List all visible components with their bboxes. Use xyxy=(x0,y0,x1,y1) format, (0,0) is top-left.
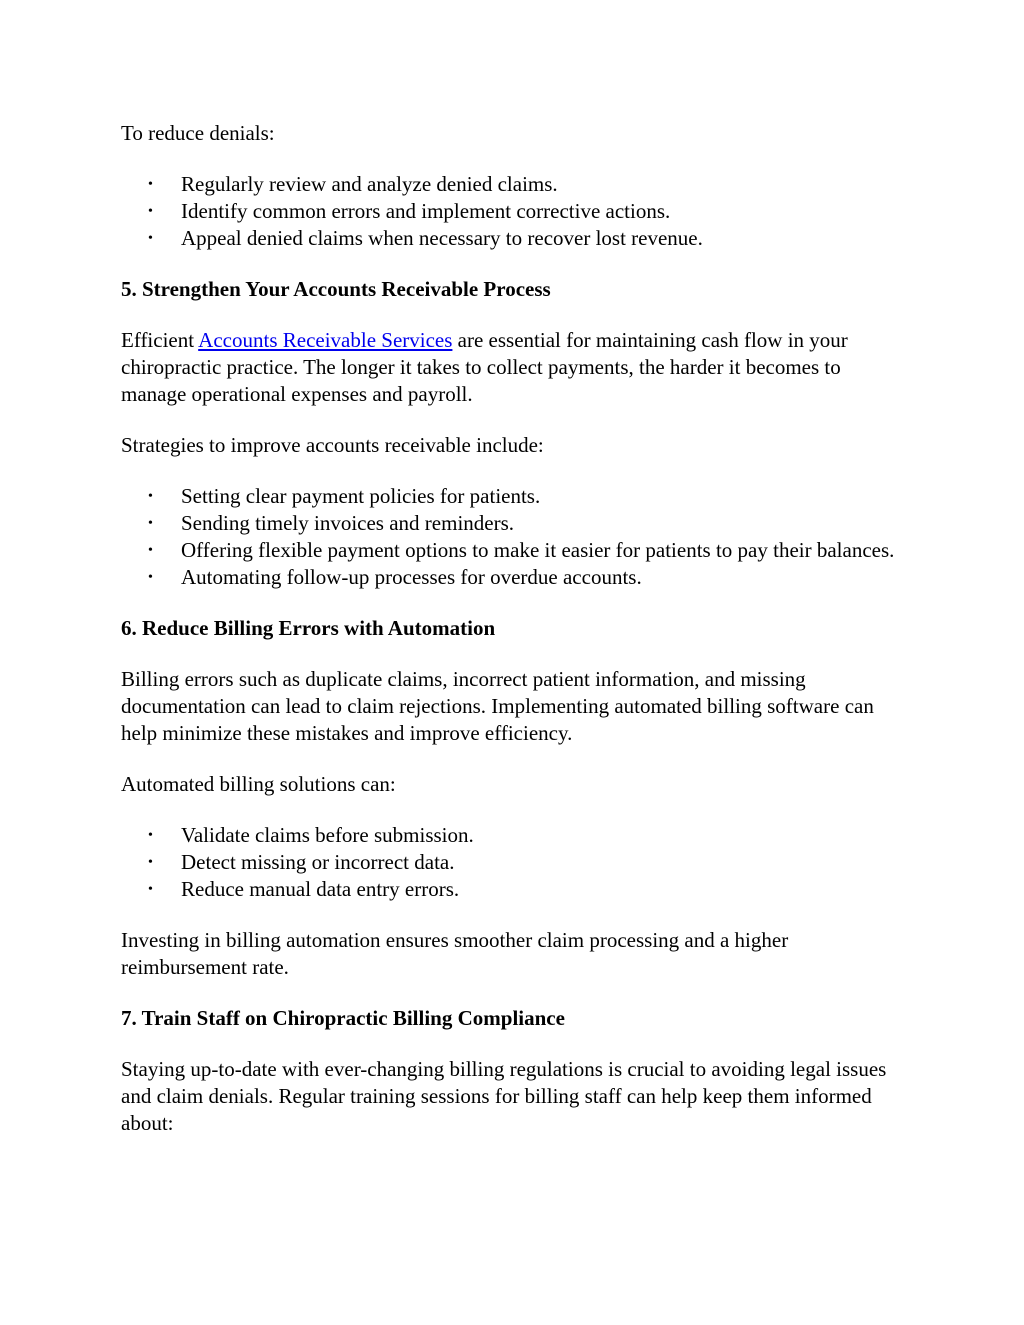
list-item xyxy=(148,510,901,537)
bullet-icon: • xyxy=(148,855,153,870)
list-item-text: Regularly review and analyze denied claims. xyxy=(181,172,558,196)
list-item xyxy=(148,225,901,252)
list-item xyxy=(148,849,901,876)
section-6-paragraph: Billing errors such as duplicate claims, incorrect patient information, and missing documentation can lead to claim rejections. Implementing automated billing software can help minimize these mistakes and improve efficiency. xyxy=(121,667,874,745)
strategies-list xyxy=(121,483,901,591)
list-item-text: Automating follow-up processes for overdue accounts. xyxy=(181,565,642,589)
list-item xyxy=(148,537,901,564)
paragraph-text: are essential for maintaining cash flow in your chiropractic practice. The longer it takes to collect payments, the harder it becomes to manage operational expenses and payroll. xyxy=(121,328,848,406)
bullet-icon: • xyxy=(148,543,153,558)
section-6-heading: 6. Reduce Billing Errors with Automation xyxy=(121,616,496,640)
bullet-icon: • xyxy=(148,231,153,246)
list-item-text: Reduce manual data entry errors. xyxy=(181,877,460,901)
section-5-heading: 5. Strengthen Your Accounts Receivable Process xyxy=(121,277,551,301)
solutions-list xyxy=(121,822,901,903)
list-item-text: Setting clear payment policies for patients. xyxy=(181,484,541,508)
bullet-icon: • xyxy=(148,882,153,897)
intro-text: To reduce denials: xyxy=(121,121,275,145)
bullet-icon: • xyxy=(148,177,153,192)
accounts-receivable-services-link[interactable]: Accounts Receivable Services xyxy=(198,328,453,352)
list-item xyxy=(148,171,901,198)
bullet-icon: • xyxy=(148,204,153,219)
bullet-icon: • xyxy=(148,489,153,504)
list-item-text: Sending timely invoices and reminders. xyxy=(181,511,515,535)
strategies-intro: Strategies to improve accounts receivable include: xyxy=(121,433,544,457)
section-7-heading: 7. Train Staff on Chiropractic Billing Compliance xyxy=(121,1006,565,1030)
list-item xyxy=(148,483,901,510)
paragraph-text: Efficient xyxy=(121,328,199,352)
list-item xyxy=(148,198,901,225)
list-item-text: Identify common errors and implement corrective actions. xyxy=(181,199,671,223)
list-item-text: Validate claims before submission. xyxy=(181,823,474,847)
solutions-intro: Automated billing solutions can: xyxy=(121,772,396,796)
document-page xyxy=(121,120,901,1161)
list-item-text: Detect missing or incorrect data. xyxy=(181,850,455,874)
list-item xyxy=(148,564,901,591)
list-item xyxy=(148,822,901,849)
denials-list xyxy=(121,171,901,252)
list-item-text: Offering flexible payment options to make it easier for patients to pay their balances. xyxy=(181,538,895,562)
bullet-icon: • xyxy=(148,828,153,843)
section-7-paragraph: Staying up-to-date with ever-changing billing regulations is crucial to avoiding legal issues and claim denials. Regular training sessions for billing staff can help keep them informed about: xyxy=(121,1057,887,1135)
list-item-text: Appeal denied claims when necessary to recover lost revenue. xyxy=(181,226,703,250)
list-item xyxy=(148,876,901,903)
section-5-paragraph xyxy=(121,327,901,408)
section-6-closing: Investing in billing automation ensures smoother claim processing and a higher reimbursement rate. xyxy=(121,928,789,979)
bullet-icon: • xyxy=(148,570,153,585)
bullet-icon: • xyxy=(148,516,153,531)
